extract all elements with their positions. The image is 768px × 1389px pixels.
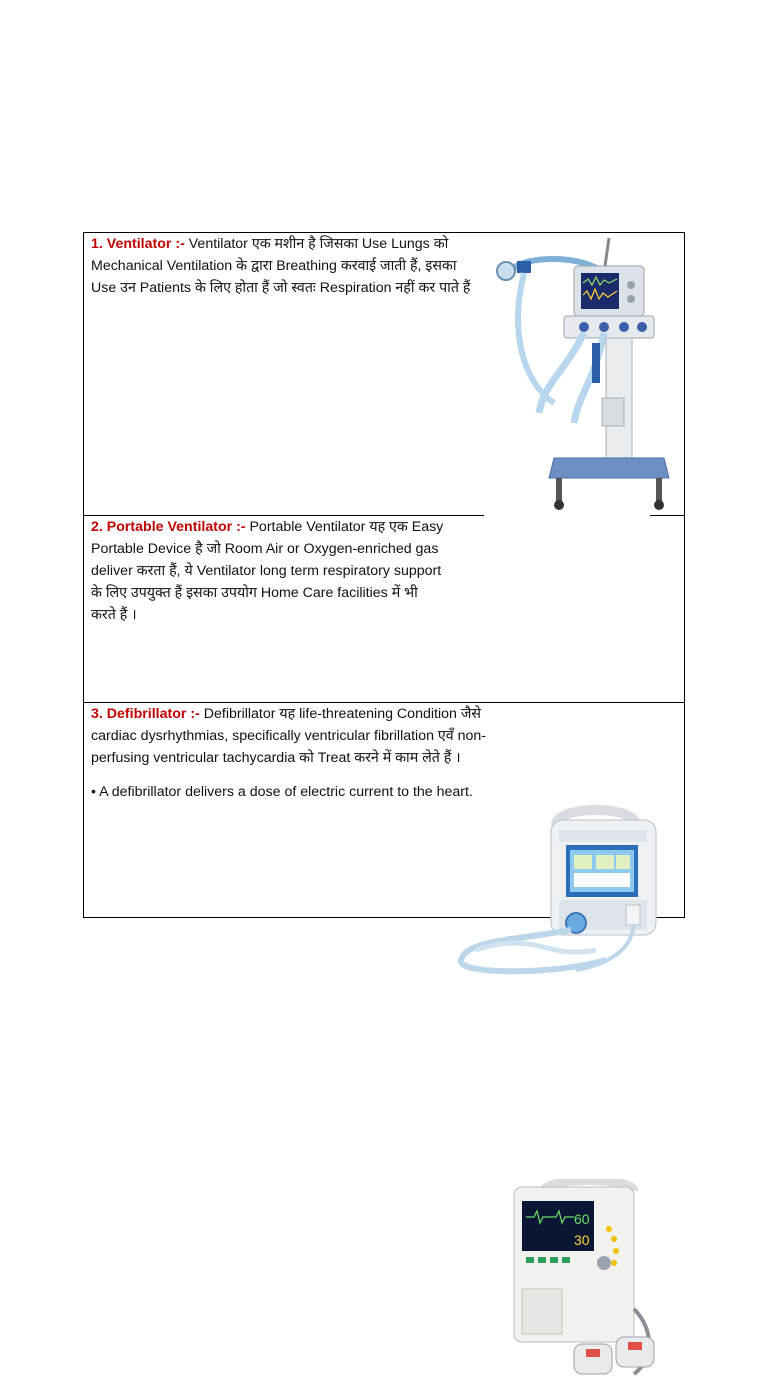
ventilator-machine-icon xyxy=(484,233,684,516)
defibrillator-bullet: • A defibrillator delivers a dose of electric current to the heart. xyxy=(91,784,473,800)
defibrillator-label: 3. Defibrillator :- xyxy=(91,706,200,722)
ventilator-label: 1. Ventilator :- xyxy=(91,236,185,252)
table-row-ventilator xyxy=(84,233,684,516)
ventilator-text xyxy=(91,233,476,299)
defibrillator-description: Defibrillator यह life-threatening Condition जैसे cardiac dysrhythmias, specifically ventricular fibrillation एवँ non-perfusing ventricular tachycardia को Treat करने में काम लेते हैं । xyxy=(91,706,487,766)
portable-ventilator-label: 2. Portable Ventilator :- xyxy=(91,519,246,535)
ventilator-description: Ventilator एक मशीन है जिसका Use Lungs को Mechanical Ventilation के द्वारा Breathing करवाई जाती हैं, इसका Use उन Patients के लिए होता हैं जो स्वतः Respiration नहीं कर पाते हैं xyxy=(91,236,471,296)
heart-rate-value: 60 xyxy=(574,1211,590,1227)
portable-ventilator-description: Portable Ventilator यह एक Easy Portable Device है जो Room Air or Oxygen-enriched gas deliver करता हैं, ये Ventilator long term respiratory support के लिए उपयुक्त हैं इसका उपयोग Home Care facilities में भी करते हैं । xyxy=(91,519,444,623)
secondary-value: 30 xyxy=(574,1232,590,1248)
portable-ventilator-text xyxy=(91,516,446,626)
defibrillator-text xyxy=(91,703,496,803)
equipment-table xyxy=(83,232,685,1248)
table-row-defibrillator xyxy=(84,702,684,1248)
defibrillator-icon xyxy=(504,1179,674,1389)
table-row-portable-ventilator xyxy=(84,516,684,702)
